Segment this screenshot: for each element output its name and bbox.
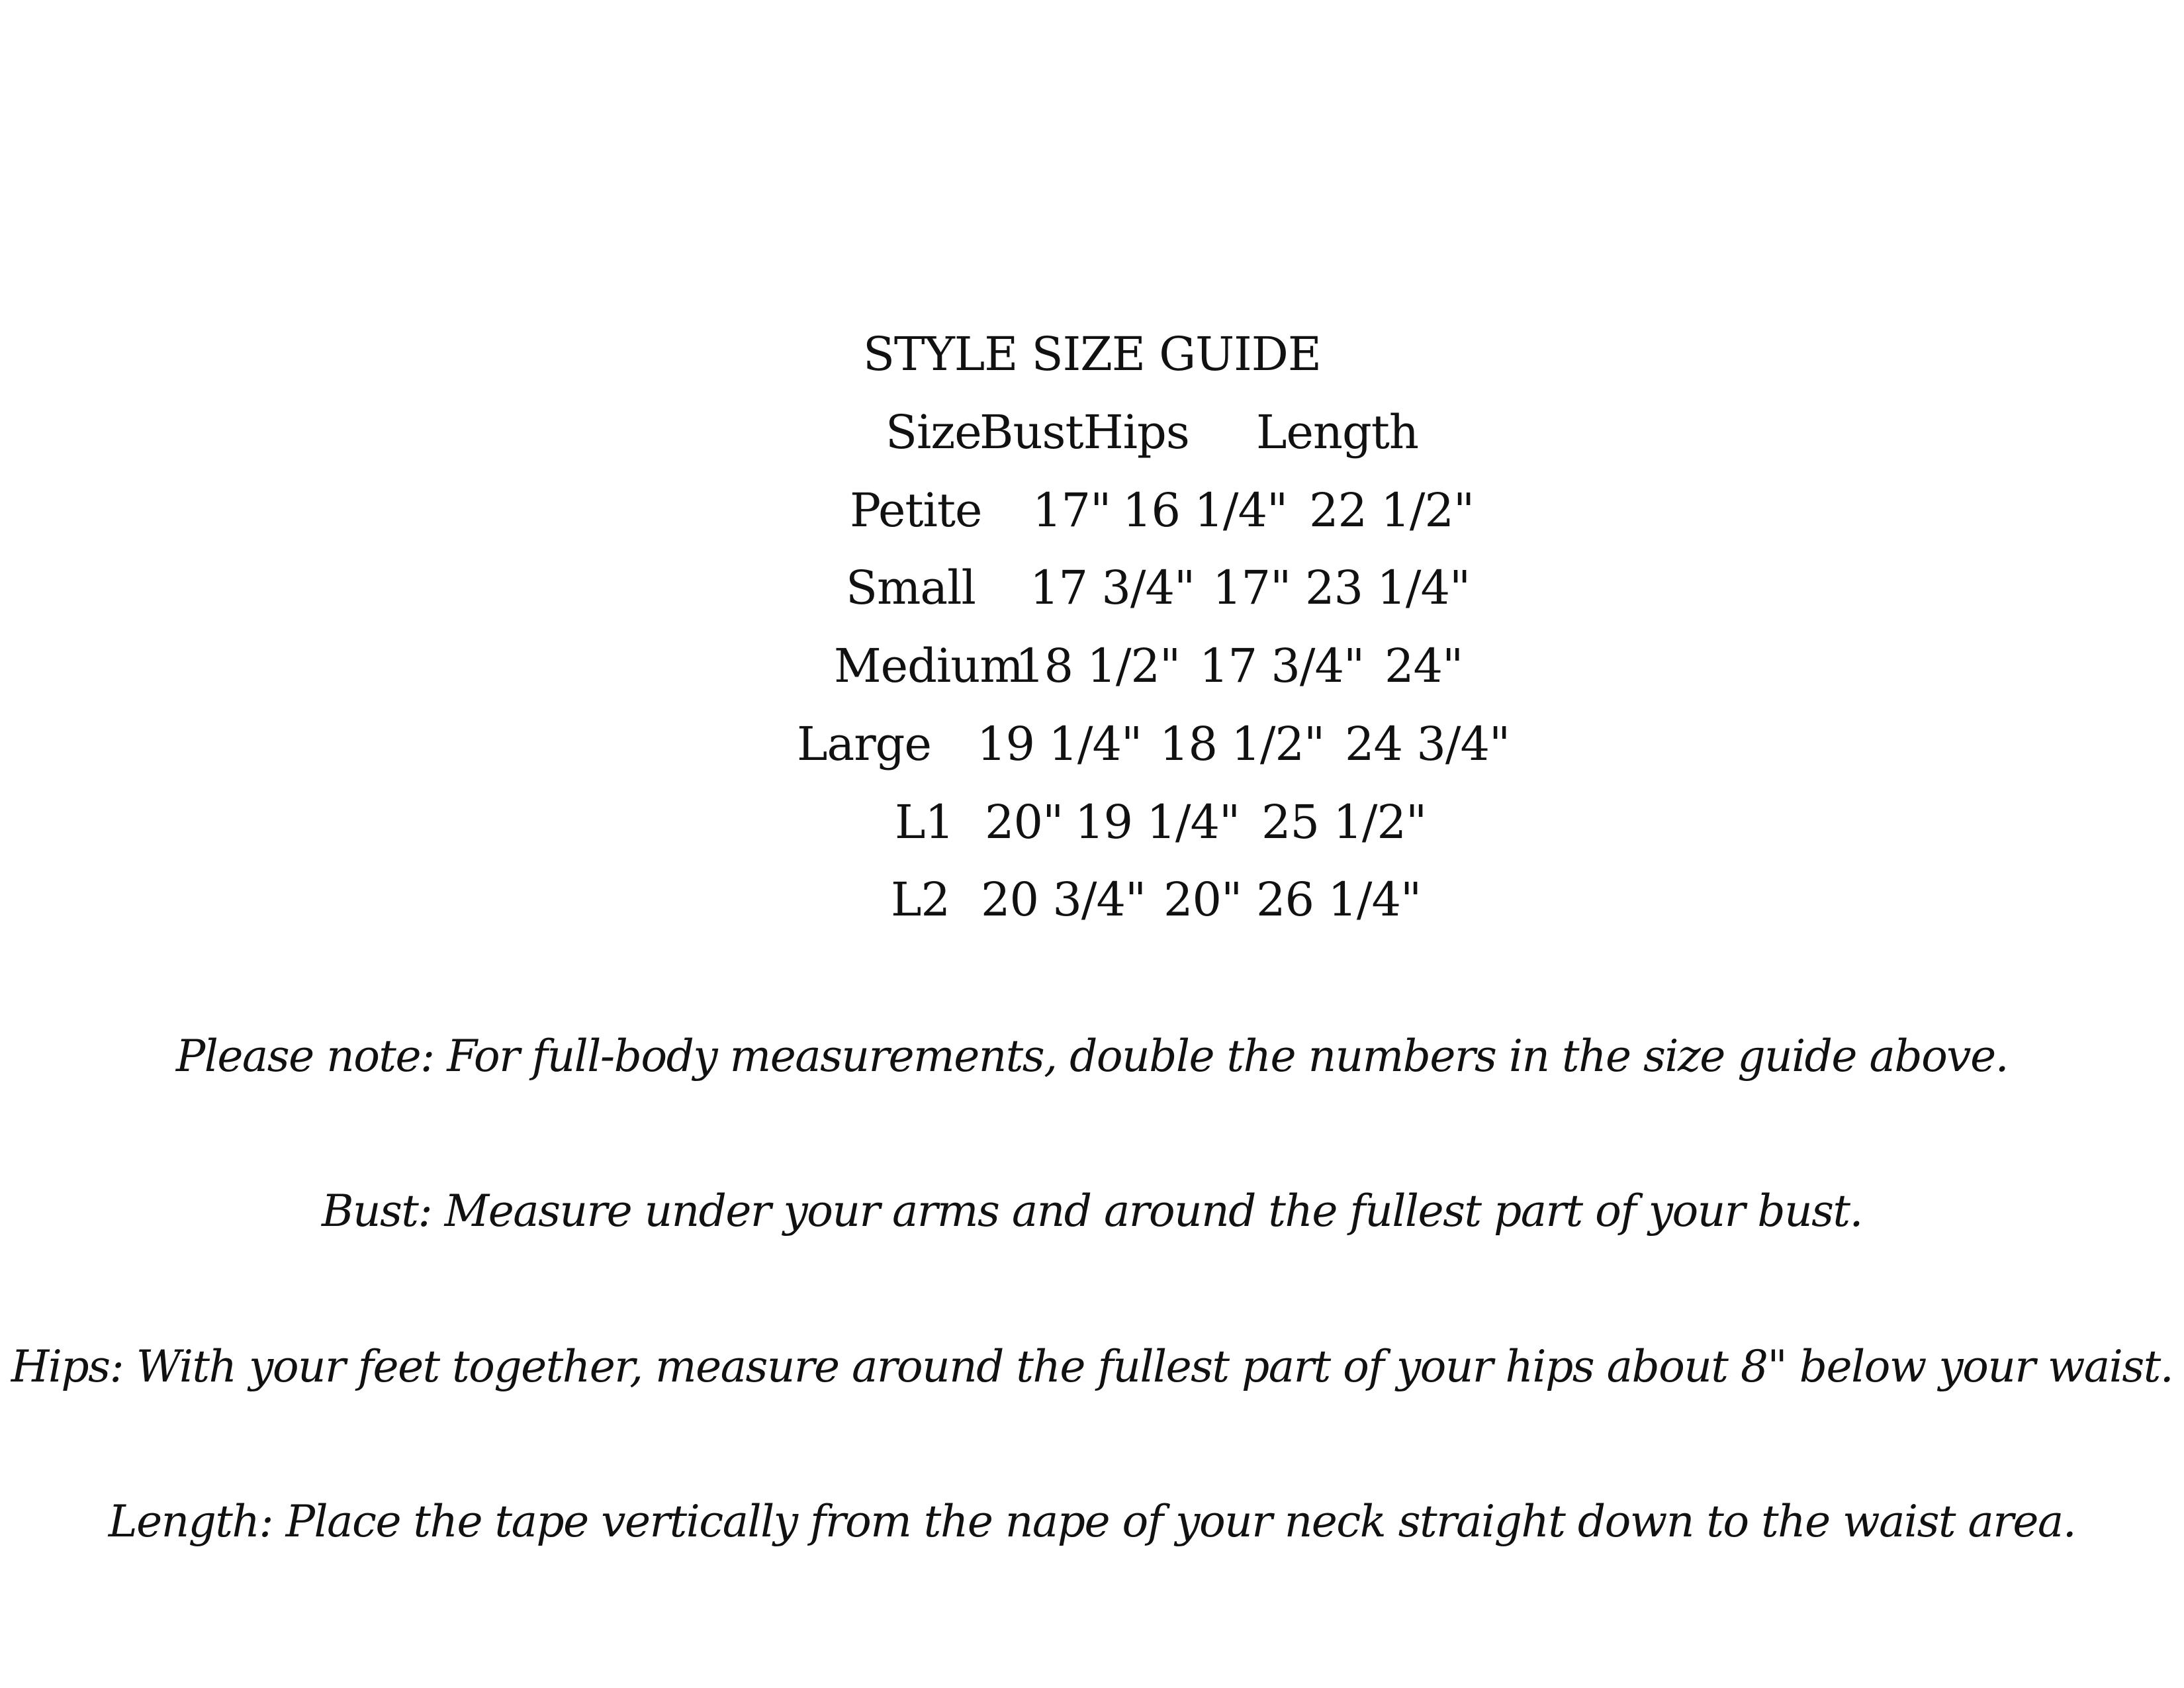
row-size: Large (797, 717, 931, 771)
row-hips: 17" (1212, 561, 1291, 615)
note-please: Please note: For full-body measurements, double the numbers in the size guide above. (175, 1031, 2009, 1082)
row-size: Medium (834, 639, 1023, 693)
row-length: 23 1/4" (1305, 561, 1471, 615)
row-hips: 17 3/4" (1199, 639, 1365, 693)
row-bust: 18 1/2" (1015, 639, 1181, 693)
row-hips: 19 1/4" (1075, 795, 1240, 849)
row-bust: 20 3/4" (981, 872, 1146, 927)
note-length: Length: Place the tape vertically from the nape of your neck straight down to the waist area. (108, 1496, 2076, 1547)
row-hips: 20" (1163, 872, 1242, 927)
row-size: L1 (895, 795, 954, 849)
header-bust-hips: BustHips (979, 405, 1189, 459)
row-length: 26 1/4" (1256, 872, 1422, 927)
table-header (0, 405, 2184, 475)
row-length: 25 1/2" (1261, 795, 1427, 849)
table-row (0, 639, 2184, 709)
row-length: 24" (1385, 639, 1463, 693)
table-row (0, 795, 2184, 865)
table-row (0, 561, 2184, 631)
row-size: L2 (891, 872, 950, 927)
note-bust: Bust: Measure under your arms and around the fullest part of your bust. (322, 1186, 1862, 1237)
table-row (0, 483, 2184, 553)
table-row (0, 872, 2184, 943)
row-hips: 16 1/4" (1122, 483, 1288, 538)
note-hips: Hips: With your feet together, measure around the fullest part of your hips about 8" below your waist. (11, 1341, 2173, 1392)
row-size: Petite (850, 483, 982, 538)
row-bust: 17 3/4" (1030, 561, 1195, 615)
row-hips: 18 1/2" (1160, 717, 1325, 771)
row-length: 24 3/4" (1345, 717, 1510, 771)
table-row (0, 717, 2184, 787)
row-length: 22 1/2" (1309, 483, 1475, 538)
row-bust: 20" (985, 795, 1064, 849)
row-bust: 17" (1032, 483, 1111, 538)
header-length: Length (1256, 405, 1419, 459)
page-title: STYLE SIZE GUIDE (862, 327, 1322, 381)
header-size: Size (886, 405, 981, 459)
row-size: Small (846, 561, 976, 615)
row-bust: 19 1/4" (977, 717, 1142, 771)
